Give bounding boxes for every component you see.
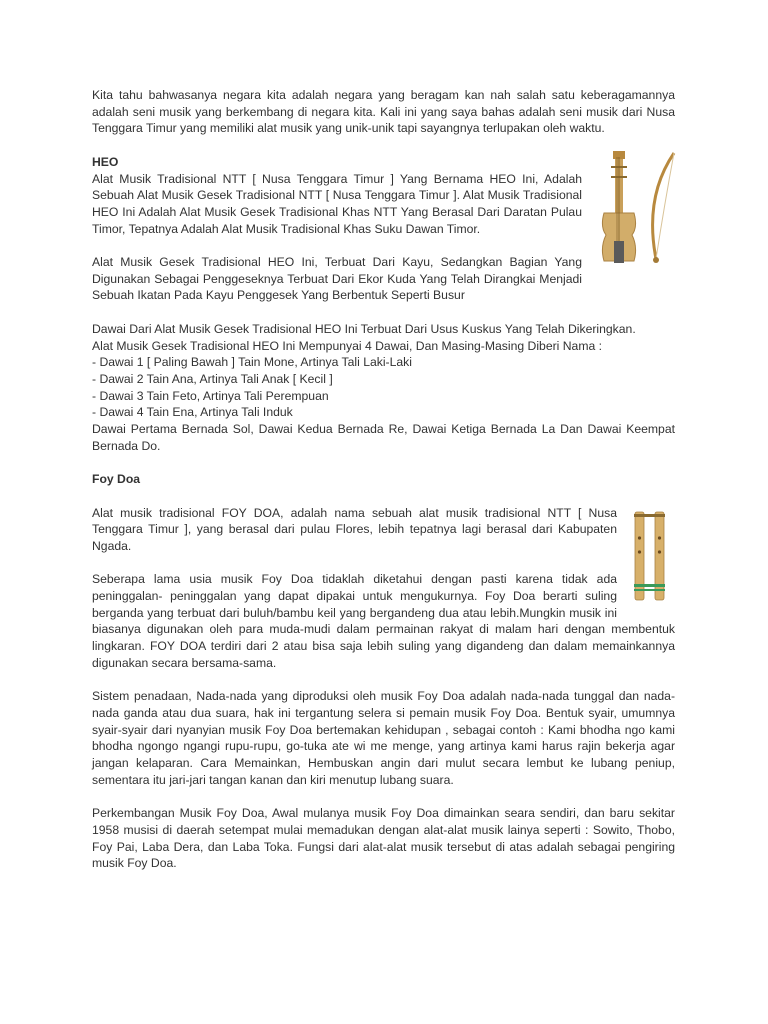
foydoa-instrument-image — [631, 508, 671, 604]
spacer — [92, 555, 675, 572]
heo-heading: HEO — [92, 154, 119, 169]
foydoa-paragraph-4: Perkembangan Musik Foy Doa, Awal mulanya musik Foy Doa dimainkan seara sendiri, dan baru sekitar 1958 musisi di daerah setempat mulai memadukan dengan alat-alat musik lainya seperti : Sowito, Thobo, Foy Pai, Laba Dera, dan Laba Toka. Fungsi dari alat-alat musik tersebut di atas adalah sebagai pengiring musik Foy Doa. — [92, 806, 675, 871]
spacer — [92, 788, 675, 805]
article-body — [92, 87, 675, 872]
spacer — [92, 137, 675, 154]
dawai-item: - Dawai 2 Tain Ana, Artinya Tali Anak [ Kecil ] — [92, 371, 333, 386]
foydoa-heading: Foy Doa — [92, 472, 141, 487]
dawai-item: - Dawai 1 [ Paling Bawah ] Tain Mone, Artinya Tali Laki-Laki — [92, 355, 412, 370]
heo-paragraph-2: Alat Musik Gesek Tradisional HEO Ini, Terbuat Dari Kayu, Sedangkan Bagian Yang Digunakan Sebagai Penggeseknya Terbuat Dari Ekor Kuda Yang Telah Dirangkai Menjadi Sebuah Ikatan Pada Kayu Penggesek Yang Berbentuk Seperti Busur — [92, 255, 582, 303]
spacer — [92, 304, 675, 321]
dawai-item: - Dawai 3 Tain Feto, Artinya Tali Perempuan — [92, 388, 329, 403]
intro-paragraph: Kita tahu bahwasanya negara kita adalah negara yang beragam kan nah salah satu keberagamannya adalah seni musik yang berkembang di negara kita. Kali ini yang saya bahas adalah seni musik dari Nusa Tenggara Timur yang memiliki alat musik yang unik-unik tapi sayangnya terlupakan oleh waktu. — [92, 88, 675, 136]
spacer — [92, 488, 675, 505]
foydoa-paragraph-3: Sistem penadaan, Nada-nada yang diproduksi oleh musik Foy Doa adalah nada-nada tunggal dan nada-nada ganda atau dua suara, hak ini tergantung selera si pemain musik Foy Doa. Bentuk syair, umumnya syair-syair dari nyanyian musik Foy Doa bertemakan kehidupan , sebagai contoh : Kami bhodha ngo kami bhodha ngongo ngangi rupu-rupu, go-tuka ate wi me menge, yang artinya kami harus rajin bekerja agar jangan kelaparan. Cara Memainkan, Hembuskan angin dari mulut secara lembut ke lubang peniup, sementara itu jari-jari tangan kanan dan kiri menutup lubang suara. — [92, 689, 675, 787]
foydoa-paragraph-2: Seberapa lama usia musik Foy Doa tidaklah diketahui dengan pasti karena tidak ada peninggalan- peninggalan yang dapat dipakai untuk mengukurnya. Foy Doa berarti suling berganda yang terbuat dari buluh/bambu keil yang bergandeng dua atau lebih.Mungkin musik ini biasanya digunakan oleh para muda-mudi dalam permainan rakyat di malam hari dengan membentuk lingkaran. FOY DOA terdiri dari 2 atau bisa saja lebih suling yang digandeng dan dalam memainkannya digunakan secara bersama-sama. — [92, 572, 675, 670]
heo-paragraph-4: Dawai Pertama Bernada Sol, Dawai Kedua Bernada Re, Dawai Ketiga Bernada La Dan Dawai Keempat Bernada Do. — [92, 422, 675, 453]
dawai-list — [92, 354, 675, 421]
spacer — [92, 454, 675, 471]
heo-paragraph-3-line-2: Alat Musik Gesek Tradisional HEO Ini Mempunyai 4 Dawai, Dan Masing-Masing Diberi Nama : — [92, 338, 603, 353]
spacer — [92, 237, 675, 254]
spacer — [92, 672, 675, 689]
heo-paragraph-3-line-1: Dawai Dari Alat Musik Gesek Tradisional HEO Ini Terbuat Dari Usus Kuskus Yang Telah Dikeringkan. — [92, 321, 636, 336]
foydoa-paragraph-1: Alat musik tradisional FOY DOA, adalah nama sebuah alat musik tradisional NTT [ Nusa Tenggara Timur ], yang berasal dari pulau Flores, lebih tepatnya lagi berasal dari Kabupaten Ngada. — [92, 505, 617, 553]
heo-paragraph-1: Alat Musik Tradisional NTT [ Nusa Tenggara Timur ] Yang Bernama HEO Ini, Adalah Sebuah Alat Musik Gesek Tradisional NTT [ Nusa Tenggara Timur ]. Alat Musik Tradisional HEO Ini Adalah Alat Musik Gesek Tradisional Khas NTT Yang Berasal Dari Daratan Pulau Timor, Tepatnya Adalah Alat Musik Tradisional Khas Suku Dawan Timor. — [92, 171, 582, 236]
heo-instrument-image — [592, 147, 680, 269]
dawai-item: - Dawai 4 Tain Ena, Artinya Tali Induk — [92, 405, 293, 420]
